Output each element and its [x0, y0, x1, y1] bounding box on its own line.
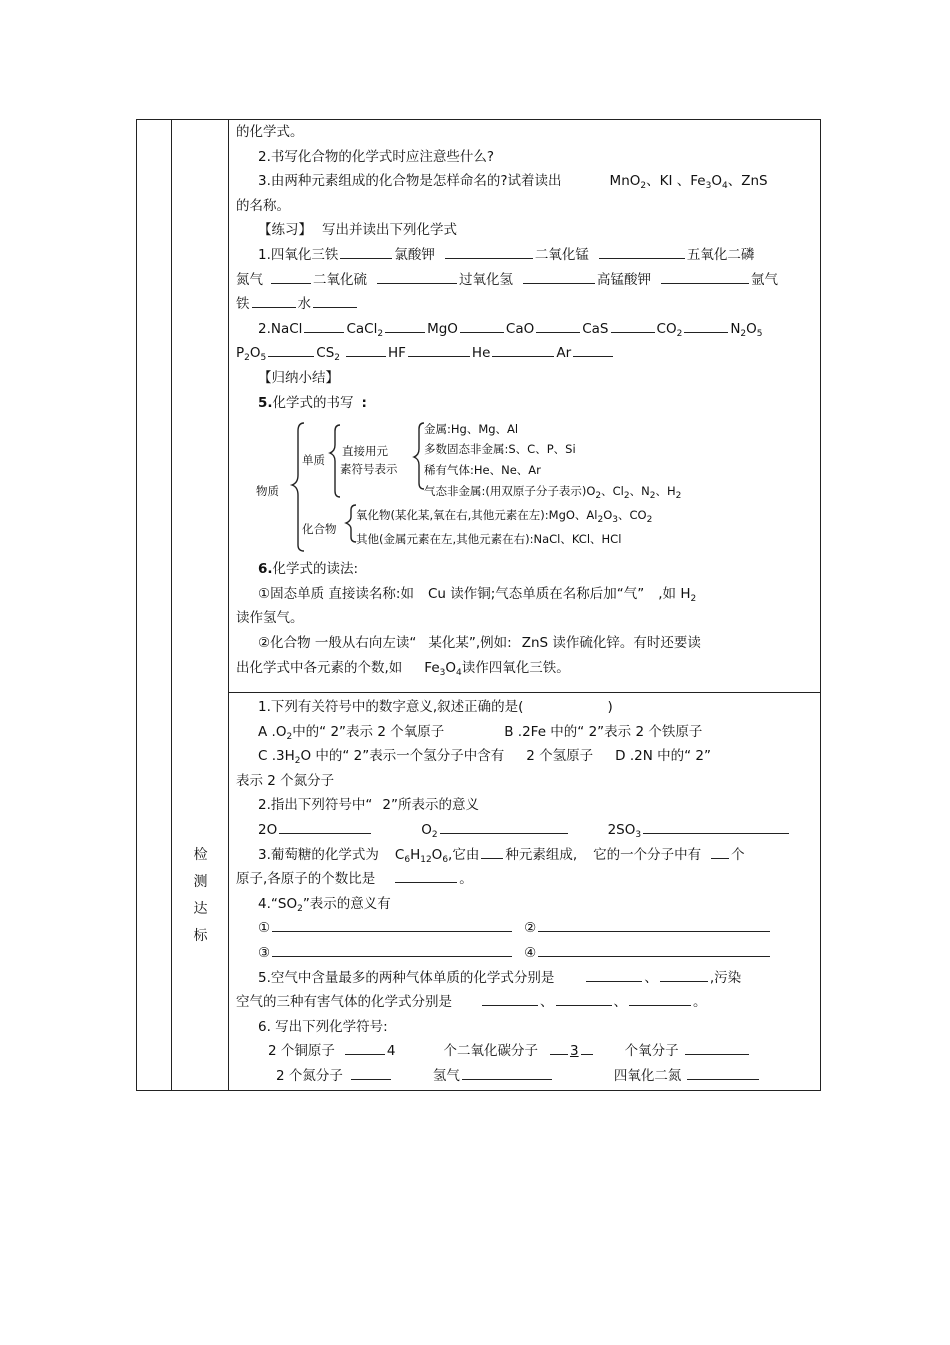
answer-blank[interactable]	[272, 941, 512, 957]
study-section	[236, 120, 814, 680]
section-label-test: 检 测 达 标	[193, 847, 208, 944]
test-question-4: $4.“SO_2$”表示的意义有	[258, 895, 391, 914]
formula-row-2: $P_2O_5$ $CS_2$ HF He Ar	[236, 341, 814, 366]
reading-rule-2-cont: 出化学式中各元素的个数,如 $Fe_3O_4$读作四氧化三铁。	[236, 659, 570, 678]
text-line: 的名称。	[236, 197, 290, 214]
row-divider	[228, 692, 820, 693]
answer-blank[interactable]	[643, 818, 789, 834]
reading-rule-1-cont: 读作氢气。	[236, 610, 304, 627]
answer-blank[interactable]	[581, 1039, 593, 1055]
answer-blank[interactable]	[482, 990, 538, 1006]
summary-heading: 【归纳小结】	[258, 369, 339, 386]
answer-blank[interactable]	[661, 268, 749, 284]
test-question-6: 6. 写出下列化学符号:	[258, 1018, 388, 1035]
answer-blank[interactable]	[252, 292, 296, 308]
diagram-metal: 金属:Hg、Mg、Al	[424, 422, 519, 437]
diagram-gas-nonmetal: 气态非金属:(用双原子分子表示)$O_2$、$Cl_2$、$N_2$、$H_2$	[424, 484, 682, 502]
symbol-meanings: 2O $O_2$ $2SO_3$	[236, 818, 814, 843]
formula-row-1: 2.NaCl CaCl$_2$ MgO CaO CaS $CO_2$ $N_2O_5$	[236, 317, 814, 342]
answer-blank[interactable]	[684, 317, 728, 333]
question-2: 2.书写化合物的化学式时应注意些什么?	[258, 148, 495, 165]
answer-blank[interactable]	[462, 1064, 552, 1080]
answer-blank[interactable]	[340, 243, 392, 259]
meaning-row-1: ① ②	[236, 916, 814, 941]
answer-blank[interactable]	[492, 341, 554, 357]
answer-blank[interactable]	[611, 317, 655, 333]
answer-blank[interactable]	[550, 1039, 568, 1055]
diagram-oxide: 氧化物(某化某,氧在右,其他元素在左):MgO、$Al_2O_3$、$CO_2$	[356, 508, 653, 526]
diagram-simple: 单质	[302, 453, 325, 468]
answer-blank[interactable]	[711, 843, 729, 859]
answer-blank[interactable]	[660, 966, 708, 982]
section-5-heading: 5.化学式的书写 :	[258, 394, 367, 411]
symbols-row-1: 2 个铜原子 4 个二氧化碳分子 3 个氧分子	[236, 1039, 814, 1064]
answer-blank[interactable]	[271, 268, 311, 284]
practice-heading: 【练习】 写出并读出下列化学式	[258, 222, 457, 239]
question-3: 3.由两种元素组成的化合物是怎样命名的?试着读出 MnO$_2$、KI 、$Fe_3O_4$、ZnS	[258, 173, 768, 192]
answer-blank[interactable]	[538, 941, 770, 957]
test-question-2: 2.指出下列符号中“ 2”所表示的意义	[258, 797, 479, 814]
test-question-3-cont: 原子,各原子的个数比是 。	[236, 867, 814, 892]
answer-blank[interactable]	[556, 990, 612, 1006]
section-6-heading: 6.化学式的读法:	[258, 561, 359, 578]
answer-blank[interactable]	[586, 966, 642, 982]
symbols-row-2: 2 个氮分子 氢气 四氧化二氮	[236, 1064, 814, 1089]
reading-rule-1: ①固态单质 直接读名称:如 Cu 读作铜;气态单质在名称后加“气” ,如 $H_2$	[258, 585, 697, 604]
practice-row-1: 1.四氧化三铁 氯酸钾 二氧化锰 五氧化二磷	[236, 243, 814, 268]
column-divider-2	[228, 120, 229, 1090]
diagram-compound: 化合物	[302, 522, 337, 537]
reading-rule-2: ②化合物 一般从右向左读“ 某化某”,例如: ZnS 读作硫化锌。有时还要读	[258, 634, 701, 651]
options-ab: A $.O_2$中的“ 2”表示 2 个氧原子 B .2Fe 中的“ 2”表示 2 个铁原子	[258, 723, 703, 742]
options-cd: C $.3H_2O$ 中的“ 2”表示一个氢分子中含有 2 个氢原子 D .2N 中的“ 2”	[258, 748, 711, 767]
text-line: 的化学式。	[236, 124, 304, 140]
answer-blank[interactable]	[523, 268, 595, 284]
practice-row-2: 氮气 二氧化硫 过氧化氢 高锰酸钾 氩气	[236, 268, 814, 293]
diagram-noble-gas: 稀有气体:He、Ne、Ar	[424, 463, 541, 478]
diagram-root: 物质	[256, 484, 279, 499]
column-divider-1	[171, 120, 172, 1090]
answer-blank[interactable]	[351, 1064, 391, 1080]
test-section	[236, 695, 814, 1089]
diagram-nonmetal: 多数固态非金属:S、C、P、Si	[424, 442, 576, 457]
answer-blank[interactable]	[272, 916, 512, 932]
answer-blank[interactable]	[685, 1039, 749, 1055]
diagram-other: 其他(金属元素在左,其他元素在右):NaCl、KCl、HCl	[356, 532, 622, 547]
options-d-cont: 表示 2 个氮分子	[236, 772, 335, 789]
answer-blank[interactable]	[345, 1039, 385, 1055]
answer-blank[interactable]	[408, 341, 470, 357]
meaning-row-2: ③ ④	[236, 941, 814, 966]
answer-blank[interactable]	[279, 818, 371, 834]
answer-blank[interactable]	[687, 1064, 759, 1080]
answer-blank[interactable]	[481, 843, 503, 859]
answer-blank[interactable]	[445, 243, 533, 259]
answer-blank[interactable]	[599, 243, 685, 259]
answer-blank[interactable]	[313, 292, 357, 308]
test-question-1: 1.下列有关符号中的数字意义,叙述正确的是( )	[258, 699, 613, 715]
answer-blank[interactable]	[268, 341, 314, 357]
answer-blank[interactable]	[538, 916, 770, 932]
answer-blank[interactable]	[377, 268, 457, 284]
diagram-direct: 素符号表示	[340, 462, 398, 477]
test-question-5: 5.空气中含量最多的两种气体单质的化学式分别是 、 ,污染	[236, 966, 814, 991]
answer-blank[interactable]	[460, 317, 504, 333]
answer-blank[interactable]	[304, 317, 344, 333]
practice-row-3: 铁 水	[236, 292, 814, 317]
worksheet-table	[136, 119, 821, 1091]
answer-blank[interactable]	[395, 867, 457, 883]
substance-classification-diagram	[258, 417, 814, 557]
test-question-3: 3.葡萄糖的化学式为 $C_6H_{12}O_6$,它由 种元素组成, 它的一个分子中有 个	[236, 843, 814, 868]
answer-blank[interactable]	[440, 818, 568, 834]
test-question-5-cont: 空气的三种有害气体的化学式分别是 、 、 。	[236, 990, 814, 1015]
answer-blank[interactable]	[536, 317, 580, 333]
answer-blank[interactable]	[385, 317, 425, 333]
diagram-direct: 直接用元	[342, 444, 388, 459]
answer-blank[interactable]	[629, 990, 691, 1006]
answer-blank[interactable]	[573, 341, 613, 357]
answer-blank[interactable]	[346, 341, 386, 357]
